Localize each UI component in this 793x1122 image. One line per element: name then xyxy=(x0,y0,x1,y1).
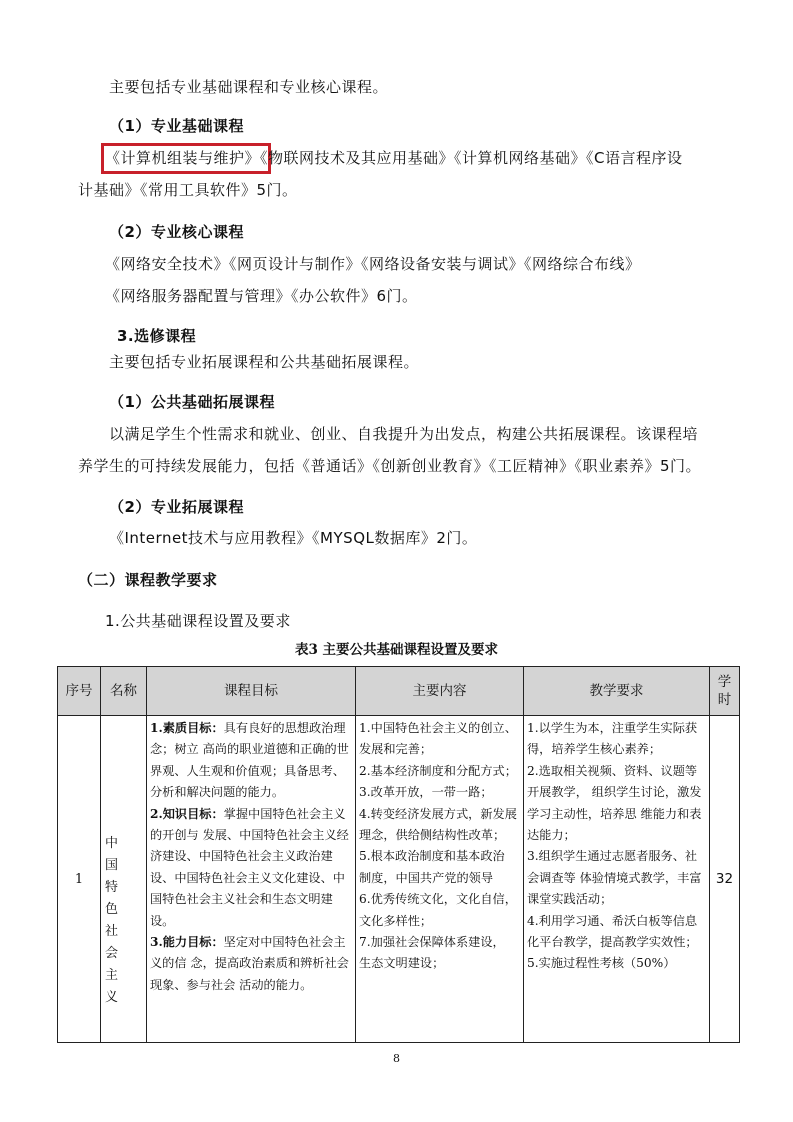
row-hours: 32 xyxy=(710,716,740,1043)
row-content xyxy=(356,716,524,1043)
content-item: 1.中国特色社会主义的创立、发展和完善； xyxy=(359,721,517,757)
page-number: 8 xyxy=(393,1052,400,1065)
highlighted-course: 《计算机组装与维护》 xyxy=(105,149,261,167)
paragraph-intro: 主要包括专业基础课程和专业核心课程。 xyxy=(109,78,389,96)
table-header-row xyxy=(58,667,740,716)
content-item: 2.基本经济制度和分配方式； xyxy=(359,763,517,778)
goal-text: 坚定对中国特色社会主义的信 念，提高政治素质和辨析社会现象、参与社会 活动的能力。 xyxy=(150,935,349,992)
heading-public-ext: （1）公共基础拓展课程 xyxy=(109,393,275,411)
prof-ext-line: 《Internet技术与应用教程》《MYSQL数据库》2门。 xyxy=(109,529,478,547)
content-item: 5.根本政治制度和基本政治 制度，中国共产党的领导 xyxy=(359,849,505,885)
core-courses-line1: 《网络安全技术》《网页设计与制作》《网络设备安装与调试》《网络综合布线》 xyxy=(105,255,641,273)
goal-label: 1.素质目标： xyxy=(150,721,224,735)
name-line: 主义 xyxy=(105,968,137,1005)
row-seq: 1 xyxy=(58,716,101,1043)
header-name: 名称 xyxy=(101,667,147,716)
teaching-item: 2.选取相关视频、资料、议题等开展教学， 组织学生讨论，激发学习主动性，培养思 维能力和表达能力； xyxy=(527,763,702,843)
teaching-item: 3.组织学生通过志愿者服务、社会调查等 体验情境式教学，丰富课堂实践活动； xyxy=(527,849,702,907)
table-title: 表3 主要公共基础课程设置及要求 xyxy=(294,642,499,658)
core-courses-line2: 《网络服务器配置与管理》《办公软件》6门。 xyxy=(105,287,418,305)
heading-section-2: （二）课程教学要求 xyxy=(78,571,218,589)
basic-courses-rest: 《物联网技术及其应用基础》《计算机网络基础》《C语言程序设 xyxy=(260,149,683,167)
content-item: 4.转变经济发展方式，新发展理念，供给侧结构性改革； xyxy=(359,806,517,843)
teaching-item: 1.以学生为本，注重学生实际获得，培养学生核心素养； xyxy=(527,721,698,757)
row-name xyxy=(101,716,147,1043)
public-ext-line2: 养学生的可持续发展能力，包括《普通话》《创新创业教育》《工匠精神》《职业素养》5门。 xyxy=(78,457,702,475)
row-teaching xyxy=(524,716,710,1043)
header-content: 主要内容 xyxy=(356,667,524,716)
basic-courses-line2: 计基础》《常用工具软件》5门。 xyxy=(78,181,298,199)
content-item: 6.优秀传统文化，文化自信，文化多样性； xyxy=(359,892,517,928)
header-goal: 课程目标 xyxy=(147,667,356,716)
name-line: 特色 xyxy=(105,880,137,917)
heading-prof-ext: （2）专业拓展课程 xyxy=(109,498,244,516)
heading-core-courses: （2）专业核心课程 xyxy=(109,223,244,241)
row-goal xyxy=(147,716,356,1043)
header-hours: 学时 xyxy=(710,667,740,716)
goal-label: 2.知识目标： xyxy=(150,806,224,821)
course-table xyxy=(57,666,740,1043)
content-item: 7.加强社会保障体系建设， 生态文明建设； xyxy=(359,935,505,971)
elective-intro: 主要包括专业拓展课程和公共基础拓展课程。 xyxy=(109,353,420,371)
goal-text: 掌握中国特色社会主义的开创与 发展、中国特色社会主义经济建设、中国特色社会主义政治建设、中国特色社会主义文化建设、中国特色社会主义社会和生态文明建设。 xyxy=(150,806,349,928)
table-row xyxy=(58,716,740,1043)
name-line: 社会 xyxy=(105,924,137,961)
header-teaching: 教学要求 xyxy=(524,667,710,716)
header-seq: 序号 xyxy=(58,667,101,716)
basic-courses-line1 xyxy=(105,148,683,168)
teaching-item: 5.实施过程性考核（50%） xyxy=(527,956,676,971)
heading-elective: 3.选修课程 xyxy=(117,327,197,345)
public-ext-line1: 以满足学生个性需求和就业、创业、自我提升为出发点，构建公共拓展课程。该课程培 xyxy=(109,425,699,443)
heading-sub-1: 1.公共基础课程设置及要求 xyxy=(105,612,291,630)
goal-label: 3.能力目标： xyxy=(150,935,224,950)
goal-text: 具有良好的思想政治理念；树立 高尚的职业道德和正确的世界观、人生观和价值观；具备思考、分析和解决问题的能力。 xyxy=(150,721,349,800)
name-line: 中国 xyxy=(105,836,137,873)
heading-basic-courses: （1）专业基础课程 xyxy=(109,117,244,135)
teaching-item: 4.利用学习通、希沃白板等信息化平台教学，提高教学实效性； xyxy=(527,913,698,950)
content-item: 3.改革开放，一带一路； xyxy=(359,785,493,800)
